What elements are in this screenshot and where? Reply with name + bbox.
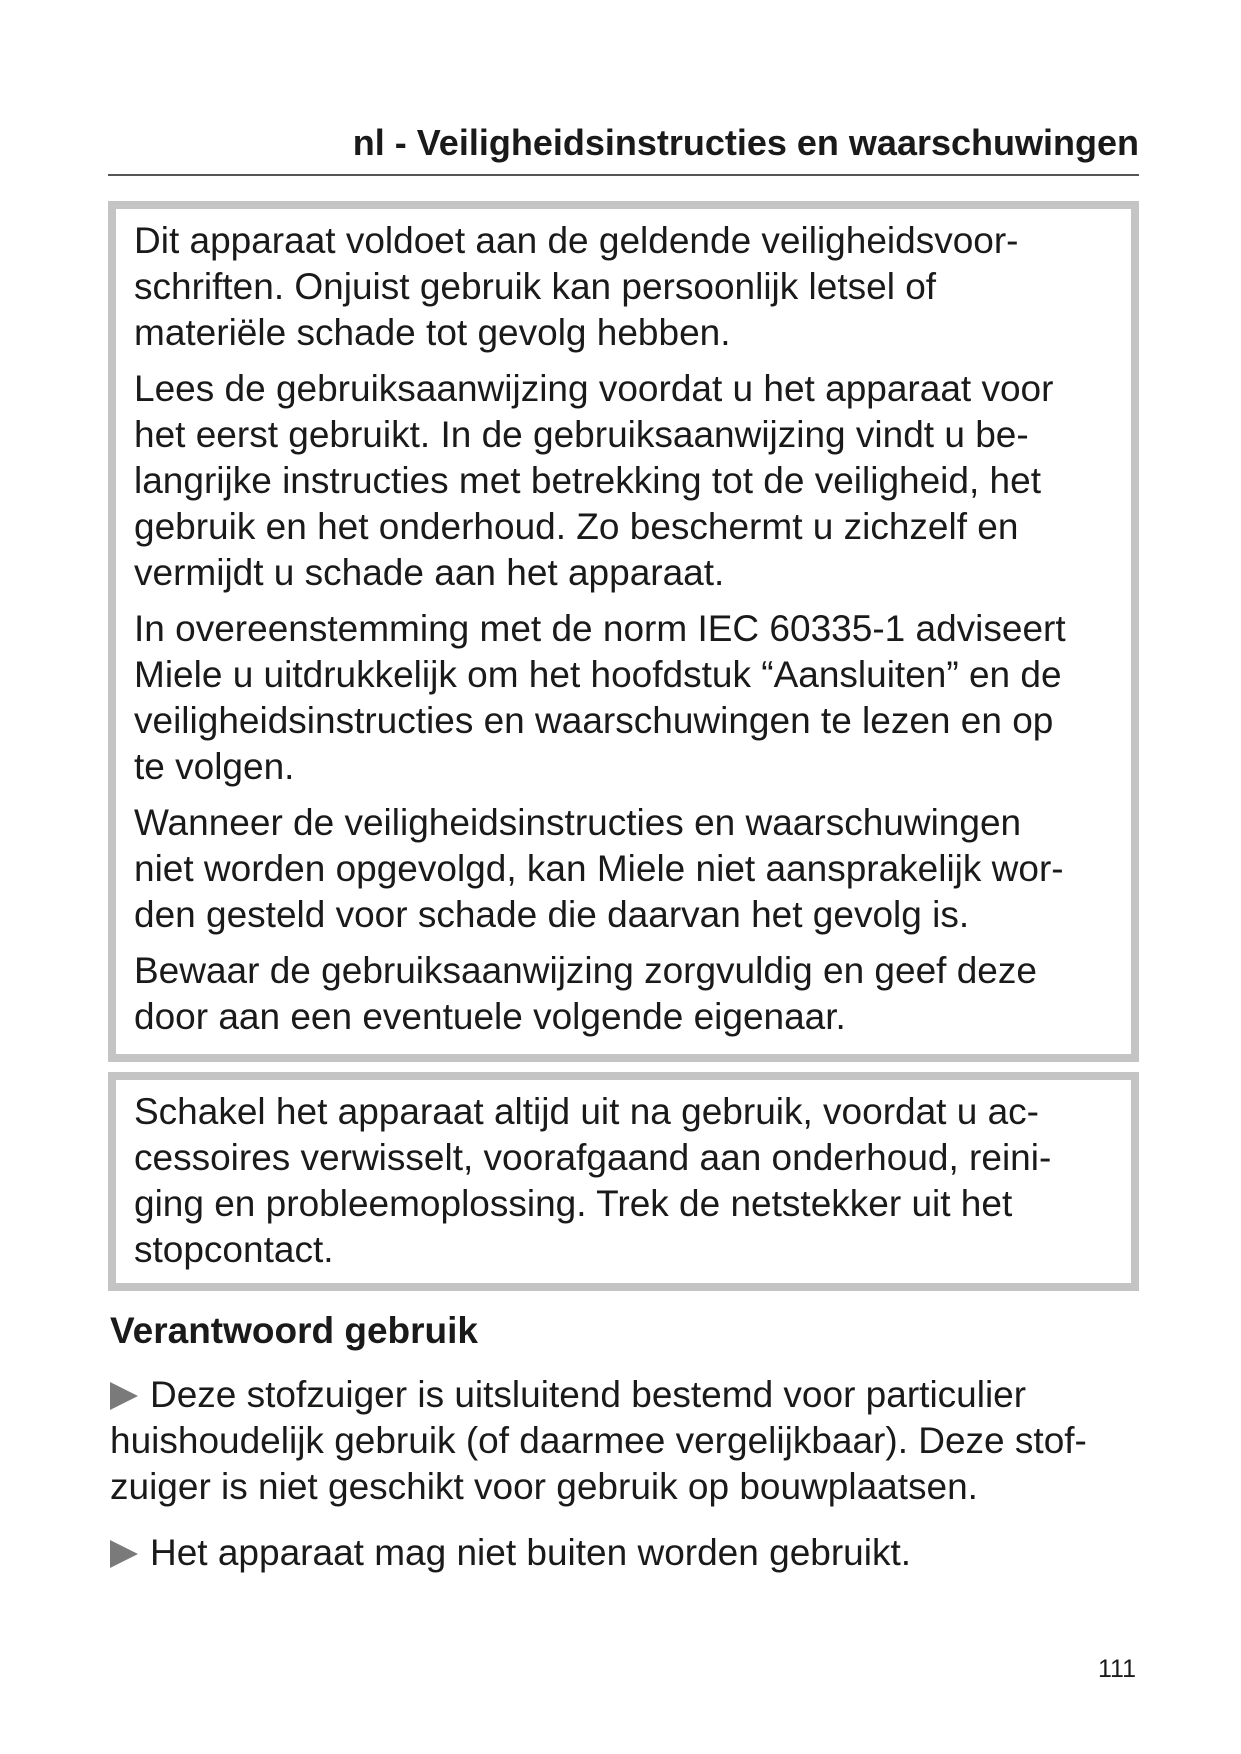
notice-paragraph: Bewaar de gebruiksaanwijzing zorgvuldig en geef deze door aan een eventuele volgende eigenaar. [134,950,1037,1037]
notice-paragraph: In overeenstemming met de norm IEC 60335-1 adviseert Miele u uitdrukkelijk om het hoofdstuk “Aansluiten” en de veiligheidsinstructies en waarschuwingen te lezen en op te volgen. [134,608,1066,787]
notice-paragraph: Wanneer de veiligheidsinstructies en waarschuwingen niet worden opgevolgd, kan Miele niet aansprakelijk wor- den gesteld voor schade die daarvan het gevolg is. [134,802,1064,935]
safety-notice-box [108,201,1139,1062]
page-header [108,118,1139,176]
notice-paragraph: Dit apparaat voldoet aan de geldende veiligheidsvoor- schriften. Onjuist gebruik kan persoonlijk letsel of materiële schade tot gevolg hebben. [134,220,1019,353]
bullet-item: Het apparaat mag niet buiten worden gebruikt. [110,1530,911,1576]
page-title: nl - Veiligheidsinstructies en waarschuwingen [352,122,1139,163]
warning-paragraph: Schakel het apparaat altijd uit na gebruik, voordat u ac- cessoires verwisselt, voorafgaand aan onderhoud, reini- ging en probleemoplossing. Trek de netstekker uit het stopcontact. [134,1091,1052,1270]
section-heading: Verantwoord gebruik [110,1310,479,1351]
triangle-bullet-icon [110,1540,138,1568]
triangle-bullet-icon [110,1382,138,1410]
page-number: 111 [1097,1655,1136,1683]
notice-paragraph: Lees de gebruiksaanwijzing voordat u het apparaat voor het eerst gebruikt. In de gebruiksaanwijzing vindt u be- langrijke instructies met betrekking tot de veiligheid, het gebruik en het onderhoud. Zo beschermt u zichzelf en vermijdt u schade aan het apparaat. [134,368,1054,593]
bullet-item: Deze stofzuiger is uitsluitend bestemd voor particulier huishoudelijk gebruik (of daarmee vergelijkbaar). Deze stof- zuiger is niet geschikt voor gebruik op bouwplaatsen. [110,1374,1087,1507]
disconnect-warning-box [108,1072,1139,1291]
